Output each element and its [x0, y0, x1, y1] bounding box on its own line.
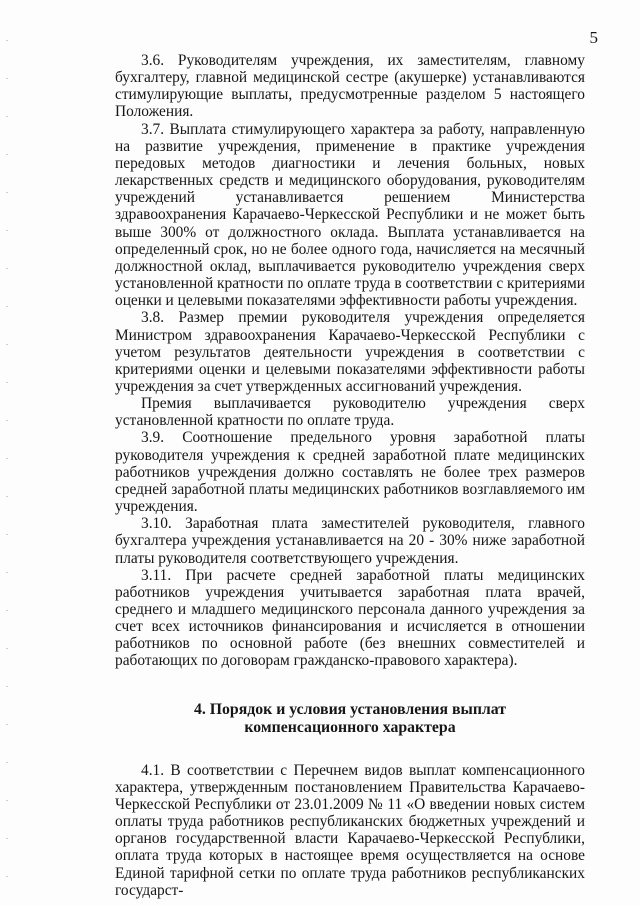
section-heading-line-2: компенсационного характера [244, 718, 456, 736]
paragraph-3-11: 3.11. При расчете средней заработной платы медицинских работников учреждения учитывается заработная плата врачей, среднего и младшего медицинского персонала данного учреждения за счет всех источников финансирования и исчисляется в отношении работников по основной работе (без внешних совместителей и работающих по договорам гражданско-правового характера). [115, 566, 585, 670]
paragraph-3-6: 3.6. Руководителям учреждения, их заместителям, главному бухгалтеру, главной медицинской сестре (акушерке) устанавливаются стимулирующие выплаты, предусмотренные разделом 5 настоящего Положения. [115, 52, 585, 121]
paragraph-3-7: 3.7. Выплата стимулирующего характера за работу, направленную на развитие учреждения, применение в практике учреждения передовых методов диагностики и лечения больных, новых лекарственных средств и медицинского оборудования, руководителям учреждений устанавливается решением Министерства здравоохранения Карачаево-Черкесской Республики и не может быть выше 300% от должностного оклада. Выплата устанавливается на определенный срок, но не более одного года, начисляется на месячный должностной оклад, выплачивается руководителю учреждения сверх установленной кратности по оплате труда в соответствии с критериями оценки и целевыми показателями эффективности работы учреждения. [115, 120, 585, 310]
document-body [115, 52, 585, 899]
paragraph-3-9: 3.9. Соотношение предельного уровня заработной платы руководителя учреждения к средней заработной плате медицинских работников учреждения должно составлять не более трех размеров средней заработной платы медицинских работников возглавляемого им учреждения. [115, 429, 585, 516]
paragraph-3-8: 3.8. Размер премии руководителя учреждения определяется Министром здравоохранения Карачаево-Черкесской Республики с учетом результатов деятельности учреждения в соответствии с критериями оценки и целевыми показателями эффективности работы учреждения за счет утвержденных ассигнований учреждения. [115, 309, 585, 395]
section-heading-line-1: 4. Порядок и условия установления выплат [193, 700, 507, 718]
section-heading [115, 701, 585, 737]
scan-margin-marks [6, 40, 8, 880]
paragraph-3-10: 3.10. Заработная плата заместителей руководителя, главного бухгалтера учреждения устанавливается на 20 - 30% ниже заработной платы руководителя соответствующего учреждения. [115, 515, 585, 567]
paragraph-bonus-note: Премия выплачивается руководителю учреждения сверх установленной кратности по оплате труда. [115, 395, 585, 430]
paragraph-4-1: 4.1. В соответствии с Перечнем видов выплат компенсационного характера, утвержденным постановлением Правительства Карачаево-Черкесской Республики от 23.01.2009 № 11 «О введении новых систем оплаты труда работников республиканских бюджетных учреждений и органов государственной власти Карачаево-Черкесской Республики, оплата труда которых в настоящее время осуществляется на основе Единой тарифной сетки по оплате труда работников республиканских государст- [115, 761, 585, 899]
page-number: 5 [589, 28, 598, 47]
